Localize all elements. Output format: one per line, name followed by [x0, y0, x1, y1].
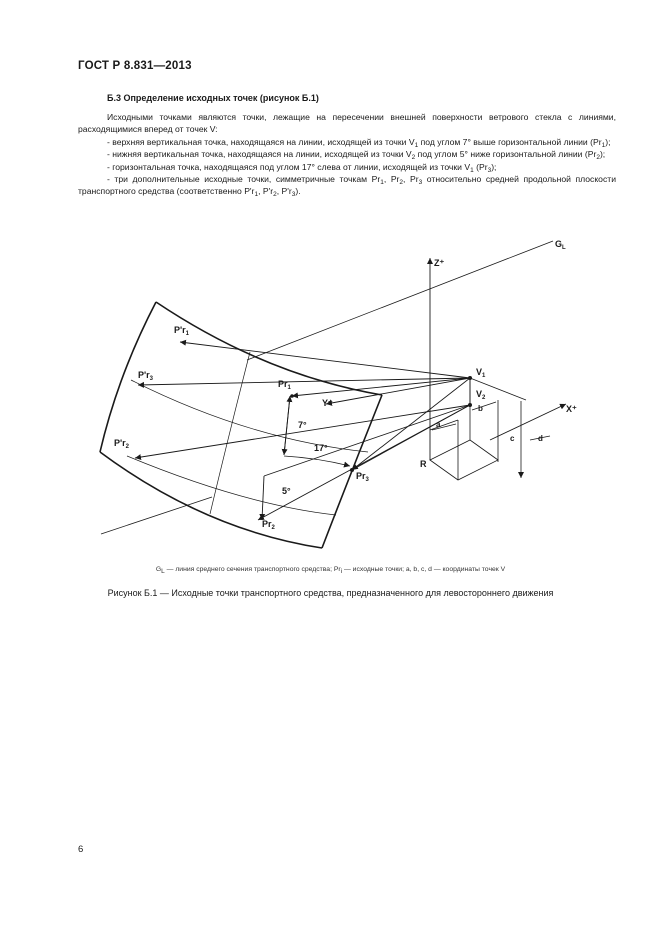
- dimension-b: [472, 402, 496, 410]
- label-v1: $V_1$: [476, 367, 486, 379]
- windshield-grid-line: [131, 380, 368, 452]
- sight-line-pr3-prime: [138, 378, 470, 385]
- subscript: 1: [414, 141, 419, 149]
- text-fragment: под углом 7° выше горизонтальной линии (Pr: [418, 136, 602, 147]
- text-fragment: , Pr: [383, 174, 400, 185]
- subscript: 2: [411, 154, 416, 162]
- label-angle-17: 17°: [314, 443, 328, 453]
- y-axis: [326, 378, 470, 404]
- label-pr2: $Pr_2$: [262, 519, 275, 531]
- reference-box: [430, 440, 498, 480]
- subscript: 1: [380, 179, 384, 187]
- point-v1: [468, 376, 472, 380]
- figure-legend: [0, 566, 661, 573]
- text-fragment: , P'r: [276, 186, 292, 197]
- figure-caption: Рисунок Б.1 — Исходные точки транспортного средства, предназначенного для левостороннего движения: [107, 588, 554, 598]
- legend-fragment: — исходные точки; a, b, c, d — координаты точек V: [342, 566, 506, 573]
- text-fragment: относительно средней продольной плоскости транспортного средства (соответственно P'r: [78, 174, 616, 197]
- text-fragment: - нижняя вертикальная точка, находящаяся на линии, исходящей из точки V: [107, 149, 412, 160]
- text-fragment: , P'r: [258, 186, 274, 197]
- subscript: 3: [291, 191, 296, 199]
- subscript: L: [161, 568, 165, 575]
- gl-line-lower: [101, 497, 212, 534]
- vertical-construction: [262, 476, 264, 520]
- subscript: i: [340, 568, 343, 575]
- text-fragment: );: [599, 149, 606, 160]
- windshield-top-edge: [156, 302, 382, 395]
- text-fragment: );: [605, 136, 611, 147]
- point-pr1: [290, 394, 294, 398]
- x-axis: [490, 404, 566, 440]
- label-gl: $G_L$: [555, 239, 566, 251]
- text-fragment: - верхняя вертикальная точка, находящаяся на линии, исходящей из точки V: [107, 136, 415, 147]
- point-v2: [468, 403, 472, 407]
- sight-line-horizontal: [264, 405, 470, 476]
- label-a: a: [436, 420, 441, 429]
- label-x-axis: X⁺: [566, 404, 577, 414]
- label-pr3-prime: $P'r_3$: [138, 370, 153, 382]
- text-fragment: );: [491, 161, 497, 172]
- text-fragment: под углом 5° ниже горизонтальной линии (Pr: [415, 149, 597, 160]
- sight-line-pr2p: [135, 405, 470, 458]
- subscript: 2: [399, 179, 404, 187]
- label-v2: $V_2$: [476, 389, 486, 401]
- gl-line: [247, 241, 553, 360]
- windshield-grid-line: [210, 352, 250, 514]
- label-c: c: [510, 434, 515, 443]
- point-pr3: [350, 468, 354, 472]
- windshield-bottom-edge: [100, 452, 322, 548]
- subscript: 1: [254, 191, 259, 199]
- label-pr2-prime: $P'r_2$: [114, 438, 129, 450]
- label-z-axis: Z⁺: [434, 258, 445, 268]
- section-title: Б.3 Определение исходных точек (рисунок Б.1): [107, 93, 319, 103]
- label-pr3: $Pr_3$: [356, 471, 369, 483]
- text-fragment: - три дополнительные исходные точки, симметричные точкам Pr: [107, 174, 381, 185]
- legend-fragment: G: [155, 566, 162, 573]
- subscript: 2: [273, 191, 277, 199]
- label-y-axis: Y⁺: [322, 398, 333, 408]
- legend-fragment: — линия среднего сечения транспортного средства; Pr: [164, 566, 341, 573]
- label-r: R: [420, 459, 427, 469]
- label-pr1-prime: $P'r_1$: [174, 325, 189, 337]
- paragraph-intro-text: Исходными точками являются точки, лежащие на пересечении внешней поверхности ветрового стекла с линиями, расходящимися вперед от точек V:: [78, 112, 616, 135]
- sight-line-pr1-prime: [180, 342, 470, 378]
- page-number: 6: [78, 844, 84, 855]
- vertical-construction: [284, 396, 290, 455]
- label-pr1: $Pr_1$: [278, 379, 291, 391]
- subscript: 1: [601, 141, 606, 149]
- text-fragment: , Pr: [403, 174, 419, 185]
- subscript: 3: [487, 166, 492, 174]
- label-angle-5: 5°: [282, 486, 291, 496]
- text-fragment: - горизонтальная точка, находящаяся под углом 17° слева от линии, исходящей из точки V: [107, 161, 471, 172]
- text-fragment: (Pr: [473, 161, 488, 172]
- subscript: 1: [470, 166, 474, 174]
- subscript: 2: [596, 154, 600, 162]
- document-header: ГОСТ Р 8.831—2013: [78, 60, 192, 72]
- label-d: d: [538, 434, 543, 443]
- text-fragment: ).: [295, 186, 301, 197]
- label-b: b: [478, 404, 483, 413]
- label-angle-7: 7°: [298, 420, 307, 430]
- subscript: 3: [418, 179, 423, 187]
- windshield-grid-line: [127, 456, 336, 515]
